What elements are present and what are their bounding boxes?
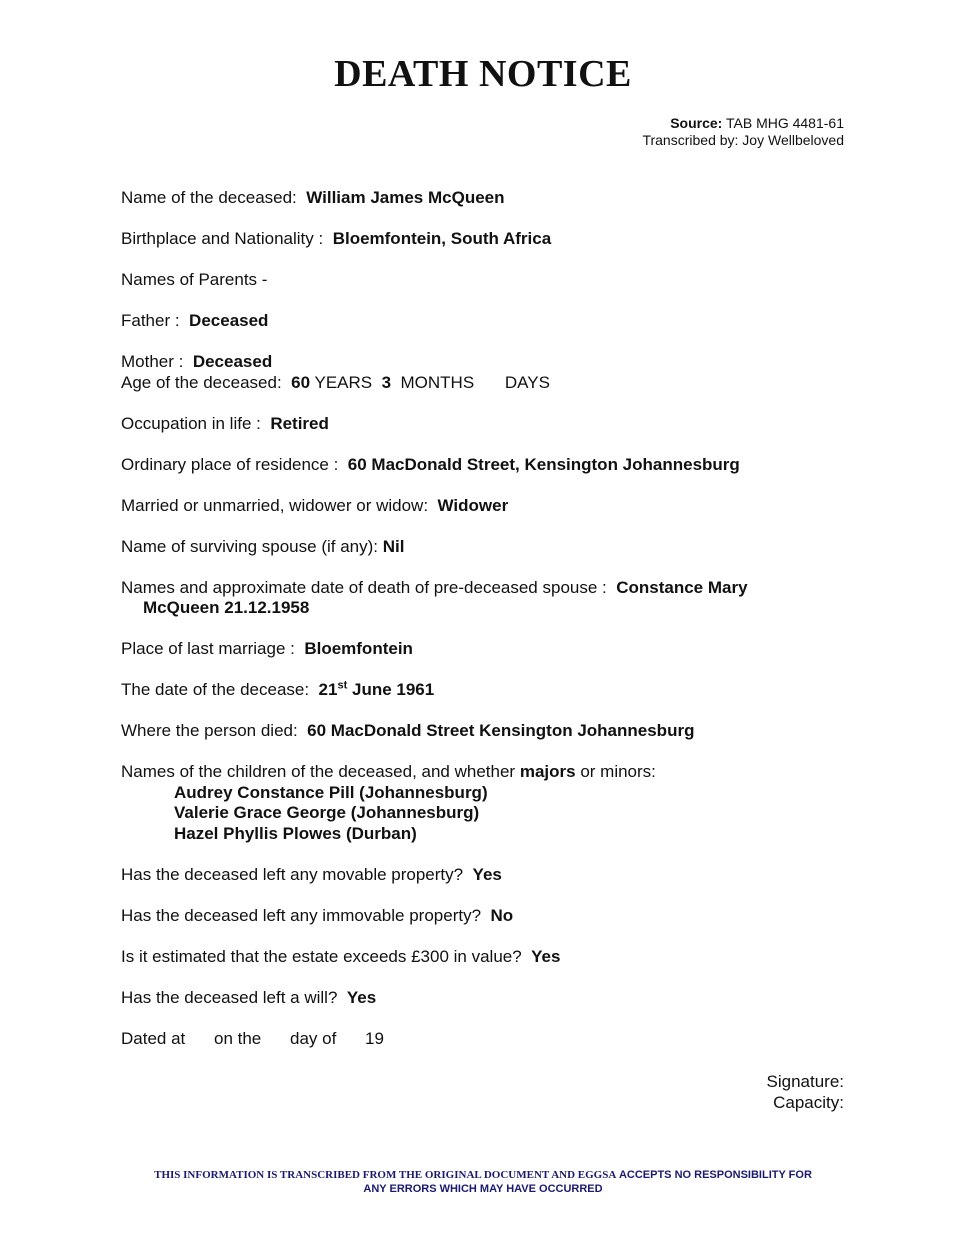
field-label: Name of surviving spouse (if any): — [121, 536, 378, 556]
field-value: Retired — [270, 413, 329, 433]
source-value: TAB MHG 4481-61 — [725, 115, 844, 131]
field-value: Nil — [382, 536, 405, 556]
date-suffix: st — [337, 679, 348, 692]
field-occupation — [121, 414, 861, 435]
field-age — [121, 373, 861, 394]
children-list — [121, 783, 861, 845]
field-value: Deceased — [192, 352, 273, 371]
disclaimer-line-2: ANY ERRORS WHICH MAY HAVE OCCURRED — [363, 1183, 603, 1195]
field-label: Place of last marriage : — [121, 639, 295, 658]
field-value: Deceased — [189, 311, 269, 330]
field-label: Is it estimated that the estate exceeds £300 in value? — [121, 946, 522, 966]
predeceased-line-1 — [121, 578, 861, 599]
field-father — [121, 311, 861, 332]
list-item: Hazel Phyllis Plowes (Durban) — [174, 823, 417, 843]
field-movable-property — [121, 865, 861, 886]
disclaimer-sans: ACCEPTS NO RESPONSIBILITY FOR — [618, 1169, 812, 1181]
field-value: Widower — [437, 495, 509, 515]
children-label-majors: majors — [519, 762, 576, 781]
field-value: Yes — [346, 987, 377, 1007]
predeceased-line-2: McQueen 21.12.1958 — [143, 598, 310, 617]
field-label: Has the deceased left a will? — [121, 987, 338, 1007]
age-years-label: YEARS — [314, 372, 373, 392]
field-residence — [121, 455, 861, 476]
field-label: Father : — [121, 311, 180, 330]
list-item: Valerie Grace George (Johannesburg) — [174, 803, 480, 822]
field-label: Has the deceased left any movable property? — [121, 864, 464, 884]
field-surviving-spouse — [121, 537, 861, 558]
field-label: Age of the deceased: — [121, 372, 282, 392]
signature-label: Signature: — [766, 1072, 844, 1091]
field-value: Bloemfontein — [304, 639, 413, 658]
field-value: 60 MacDonald Street, Kensington Johannesburg — [347, 454, 740, 474]
field-will — [121, 988, 861, 1009]
field-predeceased-spouse — [121, 578, 861, 619]
notice-body — [121, 188, 861, 1070]
signature-block — [767, 1071, 845, 1113]
field-estate-value — [121, 947, 861, 968]
disclaimer-footer — [0, 1168, 966, 1196]
field-place-of-death — [121, 721, 861, 742]
disclaimer-line-1 — [0, 1168, 966, 1182]
field-dated — [121, 1029, 861, 1050]
field-label: Married or unmarried, widower or widow: — [121, 495, 429, 515]
age-days-label: DAYS — [504, 372, 550, 392]
field-marital-status — [121, 496, 861, 517]
field-label: Has the deceased left any immovable property? — [121, 905, 482, 925]
field-children — [121, 762, 861, 844]
field-value: William James McQueen — [306, 188, 505, 207]
field-value: Bloemfontein, South Africa — [332, 229, 552, 248]
age-years-value: 60 — [291, 372, 311, 392]
on-the-label: on the — [214, 1028, 262, 1048]
children-label-part: or minors: — [580, 762, 656, 781]
day-of-label: day of — [290, 1028, 337, 1048]
transcribed-by: Transcribed by: Joy Wellbeloved — [642, 132, 844, 148]
field-mother — [121, 352, 861, 373]
field-label: The date of the decease: — [121, 680, 310, 699]
field-value: No — [490, 905, 514, 925]
children-label — [121, 762, 861, 783]
disclaimer-serif: THIS INFORMATION IS TRANSCRIBED FROM THE ORIGINAL DOCUMENT AND EGGSA — [154, 1169, 617, 1181]
year-prefix: 19 — [365, 1028, 384, 1048]
field-label: Birthplace and Nationality : — [121, 229, 324, 248]
field-immovable-property — [121, 906, 861, 927]
source-label: Source: — [670, 115, 723, 131]
capacity-label: Capacity: — [773, 1093, 844, 1112]
field-value: 60 MacDonald Street Kensington Johannesburg — [307, 721, 695, 740]
field-value: Constance Mary — [616, 577, 748, 597]
field-label: Names and approximate date of death of pre-deceased spouse : — [121, 577, 607, 597]
field-label: Ordinary place of residence : — [121, 454, 339, 474]
field-label: Mother : — [121, 352, 184, 371]
source-line — [642, 115, 844, 132]
field-date-of-decease — [121, 680, 861, 701]
field-birthplace — [121, 229, 861, 250]
source-block — [642, 115, 844, 149]
date-day: 21 — [318, 680, 338, 699]
field-value: Yes — [472, 864, 502, 884]
field-label: Name of the deceased: — [121, 188, 297, 207]
list-item: Audrey Constance Pill (Johannesburg) — [174, 782, 488, 802]
field-name — [121, 188, 861, 209]
field-last-marriage — [121, 639, 861, 660]
age-months-label: MONTHS — [400, 372, 475, 392]
page-title: DEATH NOTICE — [334, 53, 632, 95]
children-label-part: Names of the children of the deceased, and whether — [121, 762, 516, 781]
field-label: Occupation in life : — [121, 413, 261, 433]
field-parents — [121, 270, 861, 291]
age-months-value: 3 — [381, 372, 392, 392]
field-value: Yes — [531, 946, 561, 966]
field-label: Where the person died: — [121, 721, 298, 740]
date-month-year: June 1961 — [351, 680, 435, 699]
field-label: Names of Parents - — [121, 270, 268, 289]
dated-at-label: Dated at — [121, 1028, 186, 1048]
